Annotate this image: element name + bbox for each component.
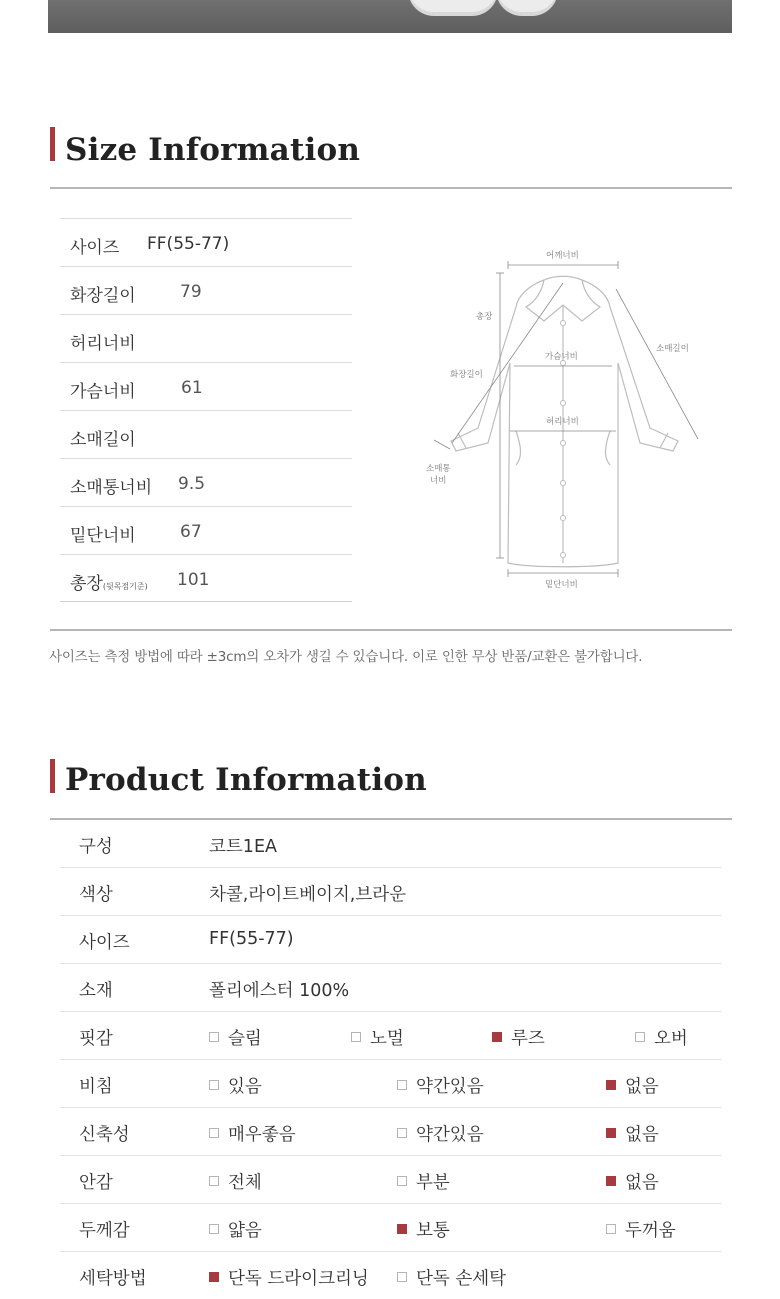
size-value: 79 — [180, 282, 202, 302]
row-value: 코트1EA — [209, 837, 277, 857]
size-value: FF(55-77) — [147, 234, 230, 254]
option-item[interactable]: 두꺼움 — [606, 1217, 676, 1242]
diagram-label-raglan: 화장길이 — [450, 370, 483, 380]
size-value: 9.5 — [178, 474, 206, 494]
row-label: 세탁방법 — [79, 1269, 147, 1289]
row-value: 차콜,라이트베이지,브라운 — [209, 885, 407, 905]
coat-size-diagram — [418, 243, 708, 593]
option-item[interactable]: 없음 — [606, 1121, 659, 1146]
checked-box-icon — [209, 1272, 219, 1282]
checked-box-icon — [606, 1176, 616, 1186]
checkbox-icon — [209, 1176, 219, 1186]
option-item[interactable]: 보통 — [397, 1217, 450, 1242]
thickness-row — [60, 1204, 722, 1252]
diagram-label-cuff: 소매통 — [426, 464, 451, 474]
size-value: 61 — [181, 378, 203, 398]
checked-box-icon — [606, 1080, 616, 1090]
checkbox-icon — [209, 1080, 219, 1090]
checkbox-icon — [397, 1080, 407, 1090]
option-item[interactable]: 노멀 — [351, 1025, 404, 1050]
row-label: 비침 — [79, 1077, 113, 1097]
option-item[interactable]: 전체 — [209, 1169, 262, 1194]
elasticity-row — [60, 1108, 722, 1156]
checkbox-icon — [606, 1224, 616, 1234]
size-note: 사이즈는 측정 방법에 따라 ±3cm의 오차가 생길 수 있습니다. 이로 인한 무상 반품/교환은 불가합니다. — [49, 649, 643, 665]
option-item[interactable]: 없음 — [606, 1169, 659, 1194]
option-item[interactable]: 있음 — [209, 1073, 262, 1098]
option-item[interactable]: 약간있음 — [397, 1073, 484, 1098]
row-label: 핏감 — [79, 1029, 113, 1049]
option-item[interactable]: 없음 — [606, 1073, 659, 1098]
size-label: 소매길이 — [70, 430, 136, 450]
diagram-label-length: 총장 — [476, 312, 493, 322]
row-label: 색상 — [79, 885, 113, 905]
table-row — [60, 964, 722, 1012]
row-label: 신축성 — [79, 1125, 130, 1145]
checked-box-icon — [606, 1128, 616, 1138]
row-label: 안감 — [79, 1173, 113, 1193]
title-accent-bar — [50, 759, 55, 793]
checkbox-icon — [635, 1032, 645, 1042]
option-item[interactable]: 슬림 — [209, 1025, 262, 1050]
table-row — [60, 218, 352, 266]
row-label: 두께감 — [79, 1221, 130, 1241]
lining-row — [60, 1156, 722, 1204]
section-divider — [50, 187, 732, 189]
option-item[interactable]: 매우좋음 — [209, 1121, 296, 1146]
size-value: 67 — [180, 522, 202, 542]
checkbox-icon — [209, 1224, 219, 1234]
checked-box-icon — [492, 1032, 502, 1042]
table-row — [60, 868, 722, 916]
diagram-label-shoulder: 어깨너비 — [546, 251, 579, 261]
row-value: 폴리에스터 100% — [209, 981, 350, 1001]
size-label: 사이즈 — [70, 238, 120, 258]
option-item[interactable]: 루즈 — [492, 1025, 545, 1050]
diagram-label-chest: 가슴너비 — [545, 352, 578, 362]
checkbox-icon — [397, 1128, 407, 1138]
fit-row — [60, 1012, 722, 1060]
product-section-title: Product Information — [65, 762, 427, 798]
table-row — [60, 410, 352, 458]
row-label: 사이즈 — [79, 933, 130, 953]
table-row — [60, 554, 352, 602]
table-row — [60, 506, 352, 554]
checkbox-icon — [209, 1032, 219, 1042]
checkbox-icon — [397, 1272, 407, 1282]
option-item[interactable]: 오버 — [635, 1025, 688, 1050]
table-row — [60, 362, 352, 410]
product-photo — [48, 0, 732, 33]
table-row — [60, 266, 352, 314]
size-label: 총장(뒷목점기준) — [70, 574, 148, 594]
size-label: 밑단너비 — [70, 526, 136, 546]
row-label: 구성 — [79, 837, 113, 857]
diagram-label-sleeve-length: 소매길이 — [656, 344, 689, 354]
table-row — [60, 314, 352, 362]
table-row — [60, 820, 722, 868]
diagram-label-cuff-2: 너비 — [430, 476, 447, 486]
section-divider — [50, 629, 732, 631]
option-item[interactable]: 단독 드라이크리닝 — [209, 1265, 369, 1290]
checked-box-icon — [397, 1224, 407, 1234]
washing-row — [60, 1252, 722, 1299]
table-row — [60, 916, 722, 964]
size-value: 101 — [177, 570, 210, 590]
row-value: FF(55-77) — [209, 929, 294, 949]
size-section-title: Size Information — [65, 132, 361, 168]
title-accent-bar — [50, 127, 55, 161]
option-item[interactable]: 단독 손세탁 — [397, 1265, 506, 1290]
diagram-label-waist: 허리너비 — [546, 417, 579, 427]
diagram-label-hem: 밑단너비 — [545, 580, 578, 590]
size-label: 소매통너비 — [70, 478, 153, 498]
option-item[interactable]: 얇음 — [209, 1217, 262, 1242]
checkbox-icon — [351, 1032, 361, 1042]
table-row — [60, 458, 352, 506]
size-label: 화장길이 — [70, 286, 136, 306]
checkbox-icon — [397, 1176, 407, 1186]
option-item[interactable]: 약간있음 — [397, 1121, 484, 1146]
size-label: 가슴너비 — [70, 382, 136, 402]
option-item[interactable]: 부분 — [397, 1169, 450, 1194]
sheerness-row — [60, 1060, 722, 1108]
checkbox-icon — [209, 1128, 219, 1138]
row-label: 소재 — [79, 981, 113, 1001]
size-label: 허리너비 — [70, 334, 136, 354]
